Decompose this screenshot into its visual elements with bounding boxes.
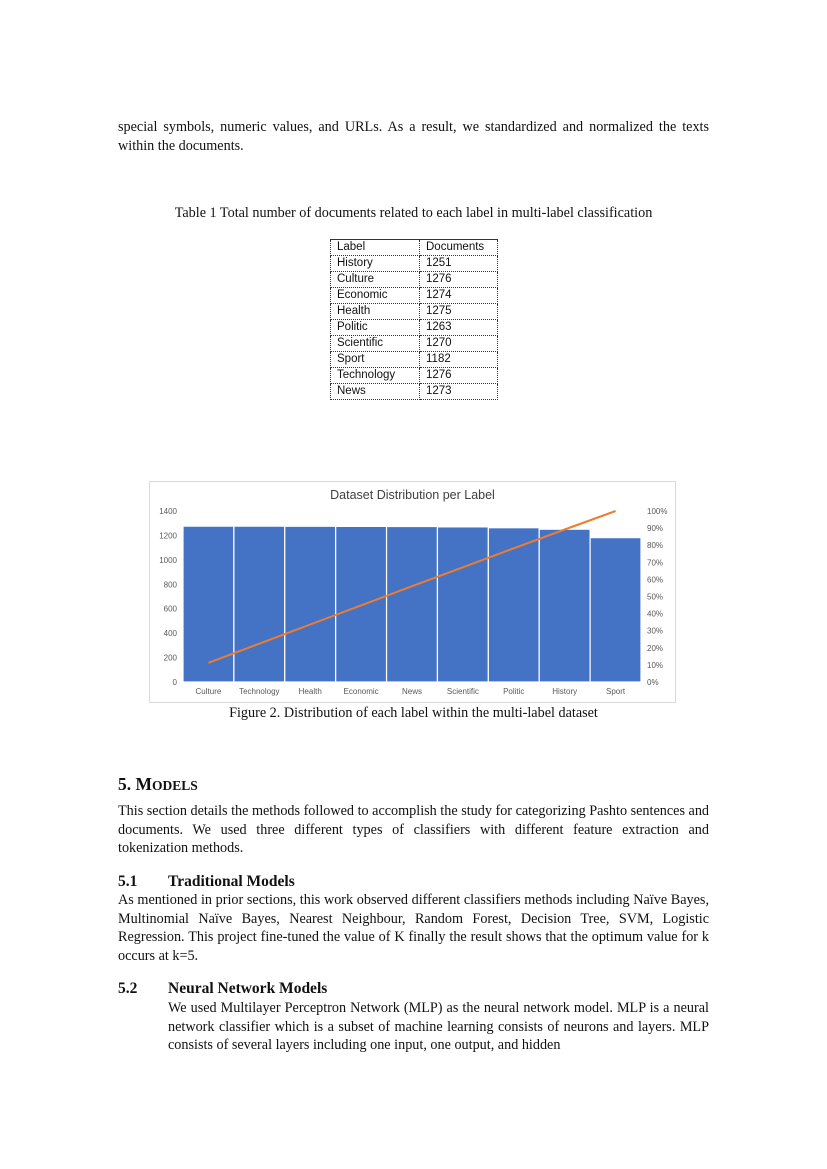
y-tick-label: 0 [172,678,177,687]
table1-label-cell: Health [331,304,420,320]
y2-tick-label: 30% [647,626,664,636]
table1-caption: Table 1 Total number of documents related to each label in multi-label classification [174,205,653,221]
section5-2-title: Neural Network Models [168,980,328,997]
y-tick-label: 400 [163,629,177,639]
bar-culture [183,526,234,682]
table1-header-cell: Documents [420,240,498,256]
x-tick-label: Technology [239,687,280,696]
table-row [331,384,498,400]
table1-count-cell: 1270 [420,336,498,352]
bar-health [285,526,336,682]
table-row [331,352,498,368]
bar-scientific [437,527,488,682]
y2-tick-label: 40% [647,609,664,619]
table1-count-cell: 1276 [420,272,498,288]
table-row [331,336,498,352]
table1-label-cell: History [331,256,420,272]
x-tick-label: Sport [605,687,626,696]
bar-economic [336,526,387,682]
table1-count-cell: 1275 [420,304,498,320]
x-tick-label: Culture [195,687,222,696]
table-row [331,368,498,384]
y2-tick-label: 0% [647,678,659,687]
x-tick-label: News [401,687,423,696]
chart-svg [149,481,676,703]
x-tick-label: Health [298,687,322,696]
x-tick-label: Politic [503,687,525,696]
table1-count-cell: 1251 [420,256,498,272]
table1-label-cell: Economic [331,288,420,304]
x-tick-label: Economic [343,687,379,696]
bar-sport [590,538,641,682]
table1-label-cell: Politic [331,320,420,336]
bar-technology [234,526,285,682]
y2-tick-label: 50% [647,592,664,602]
y-tick-label: 1000 [159,555,177,565]
section5-2-heading [118,980,327,998]
table-row [331,320,498,336]
table-row [331,304,498,320]
y2-tick-label: 60% [647,575,664,585]
section5-2-number: 5.2 [118,980,138,997]
intro-paragraph: special symbols, numeric values, and URLs. As a result, we standardized and normalized the texts within the documents. [118,119,709,154]
section5-2-paragraph: We used Multilayer Perceptron Network (MLP) as the neural network model. MLP is a neural network classifier which is a subset of machine learning consists of neurons and layers. MLP consists of several layers including one input, one output, and hidden [168,1000,709,1054]
y-tick-label: 1200 [159,531,177,541]
section5-1-paragraph: As mentioned in prior sections, this work observed different classifiers methods including Naïve Bayes, Multinomial Naïve Bayes, Nearest Neighbour, Random Forest, Decision Tree, SVM, Logistic Regression. This project fine-tuned the value of K finally the result shows that the optimum value for k occurs at k=5. [118,892,709,964]
x-tick-label: History [552,687,578,696]
table1-header-cell: Label [331,240,420,256]
table-row [331,288,498,304]
section5-1-number: 5.1 [118,873,138,890]
table-row [331,256,498,272]
bar-politic [488,528,539,682]
section5-title-first: M [135,774,153,794]
y-tick-label: 1400 [159,507,177,516]
figure2-chart [149,481,676,703]
y2-tick-label: 20% [647,643,664,653]
section5-title-rest: ODELS [152,778,198,793]
x-tick-label: Scientific [446,687,479,696]
table1-count-cell: 1274 [420,288,498,304]
y2-tick-label: 70% [647,558,664,568]
table-row [331,272,498,288]
chart-title: Dataset Distribution per Label [330,488,495,502]
table1-count-cell: 1182 [420,352,498,368]
section5-paragraph: This section details the methods followed to accomplish the study for categorizing Pashto sentences and documents. We used three different types of classifiers with different feature extraction and tokenization methods. [118,803,710,857]
section5-heading [118,774,198,795]
table1 [330,239,498,400]
bar-news [387,527,438,682]
table1-label-cell: News [331,384,420,400]
table1-label-cell: Scientific [331,336,420,352]
table1-count-cell: 1273 [420,384,498,400]
table1-label-cell: Sport [331,352,420,368]
y2-tick-label: 100% [647,507,668,516]
table1-count-cell: 1263 [420,320,498,336]
section5-1-title: Traditional Models [168,873,295,890]
y-tick-label: 800 [163,580,177,590]
table1-count-cell: 1276 [420,368,498,384]
y2-tick-label: 90% [647,524,664,534]
table1-label-cell: Technology [331,368,420,384]
y2-tick-label: 80% [647,541,664,551]
y-tick-label: 200 [163,653,177,663]
table1-label-cell: Culture [331,272,420,288]
figure2-caption: Figure 2. Distribution of each label within the multi-label dataset [229,705,598,721]
y2-tick-label: 10% [647,660,664,670]
section5-number: 5. [118,774,132,794]
section5-1-heading [118,873,295,891]
y-tick-label: 600 [163,604,177,614]
bar-history [539,529,590,682]
table1-header-row [331,240,498,256]
